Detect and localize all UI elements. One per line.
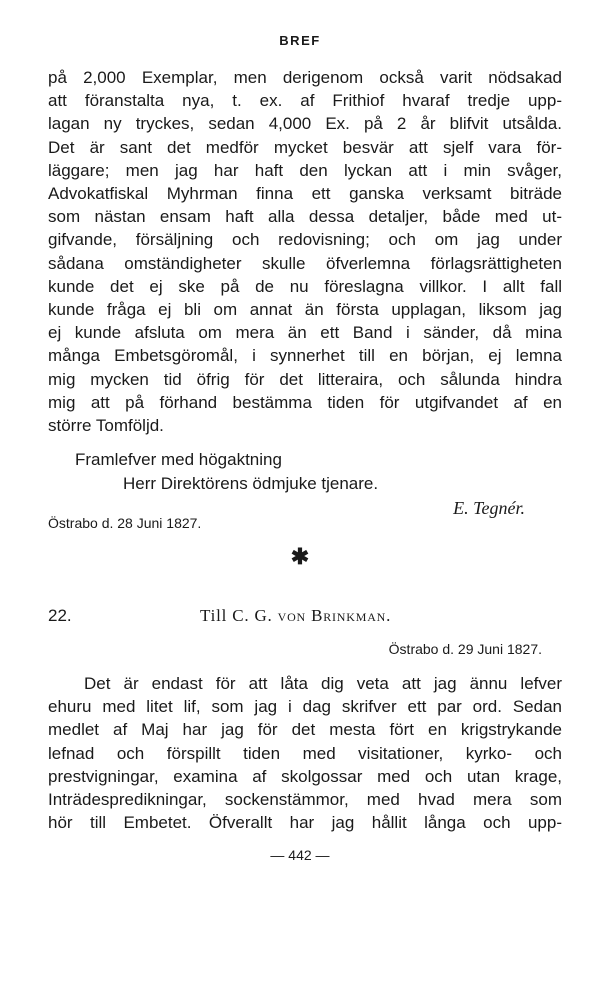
heading-recipient-name: von Brinkman. xyxy=(277,606,392,625)
heading-prefix: Till C. G. xyxy=(200,606,278,625)
letter-place-date: Östrabo d. 29 Juni 1827. xyxy=(388,641,542,657)
text-line: mig att på förhand bestämma tiden för utgifvandet af en xyxy=(48,392,562,412)
text-line: ehuru med litet lif, som jag i dag skrifver ett par ord. Sedan xyxy=(48,697,562,717)
text-line: kunde det ej ske på de nu föreslagna villkor. I allt fall xyxy=(48,276,562,296)
closing-complimentary: Herr Direktörens ödmjuke tjenare. xyxy=(123,474,379,493)
text-line: många Embetsgöromål, i synnerhet till en början, ej lemna xyxy=(48,346,562,366)
closing-salutation: Framlefver med högaktning xyxy=(75,450,282,469)
text-line: gifvande, försäljning och redovisning; och om jag under xyxy=(48,230,562,250)
signature: E. Tegnér. xyxy=(453,498,525,518)
text-line: lagan ny tryckes, sedan 4,000 Ex. på 2 år blifvit utsålda. xyxy=(48,114,562,134)
text-line: hör till Embetet. Öfverallt har jag hållit långa och upp- xyxy=(48,813,562,833)
text-line: ej kunde afsluta om mera än ett Band i sänder, då mina xyxy=(48,323,562,343)
letter-number: 22. xyxy=(48,606,72,625)
text-line: medlet af Maj har jag för det mesta fört en krigstrykande xyxy=(48,720,562,740)
text-line: större Tomföljd. xyxy=(48,416,164,436)
asterisk-separator-icon: ✱ xyxy=(290,544,310,569)
page-number: — 442 — xyxy=(270,847,330,863)
running-head: BREF xyxy=(279,33,321,48)
text-line: prestvigningar, examina af skolgossar med och utan krage, xyxy=(48,766,562,786)
place-date: Östrabo d. 28 Juni 1827. xyxy=(48,515,202,531)
text-line: Inträdespredikningar, sockenstämmor, med hvad mera som xyxy=(48,790,562,810)
letter-body-paragraph xyxy=(48,672,562,834)
text-line: Det är sant det medför mycket besvär att sjelf vara för- xyxy=(48,137,562,157)
text-line: sådana omständigheter skulle öfverlemna förlagsrättigheten xyxy=(48,253,562,273)
letter-body-paragraph xyxy=(48,66,562,437)
text-line: kunde fråga ej bli om annat än första upplagan, liksom jag xyxy=(48,300,562,320)
text-line: Det är endast för att låta dig veta att jag ännu lefver xyxy=(84,674,562,693)
text-line: som nästan ensam haft alla dessa detaljer, både med ut- xyxy=(48,207,562,227)
text-line: Advokatfiskal Myhrman finna ett ganska verksamt biträde xyxy=(48,184,562,204)
text-line: lefnad och förspillt tiden med visitationer, kyrko- och xyxy=(48,743,562,763)
text-line: att föranstalta nya, t. ex. af Frithiof hvaraf tredje upp- xyxy=(48,91,562,111)
text-line: läggare; men jag har haft den lyckan att i min svåger, xyxy=(48,160,562,180)
text-line: mig mycken tid öfrig för det litteraira, och sålunda hindra xyxy=(48,369,562,389)
text-line: på 2,000 Exemplar, men derigenom också varit nödsakad xyxy=(48,68,562,87)
letter-heading xyxy=(200,606,391,626)
